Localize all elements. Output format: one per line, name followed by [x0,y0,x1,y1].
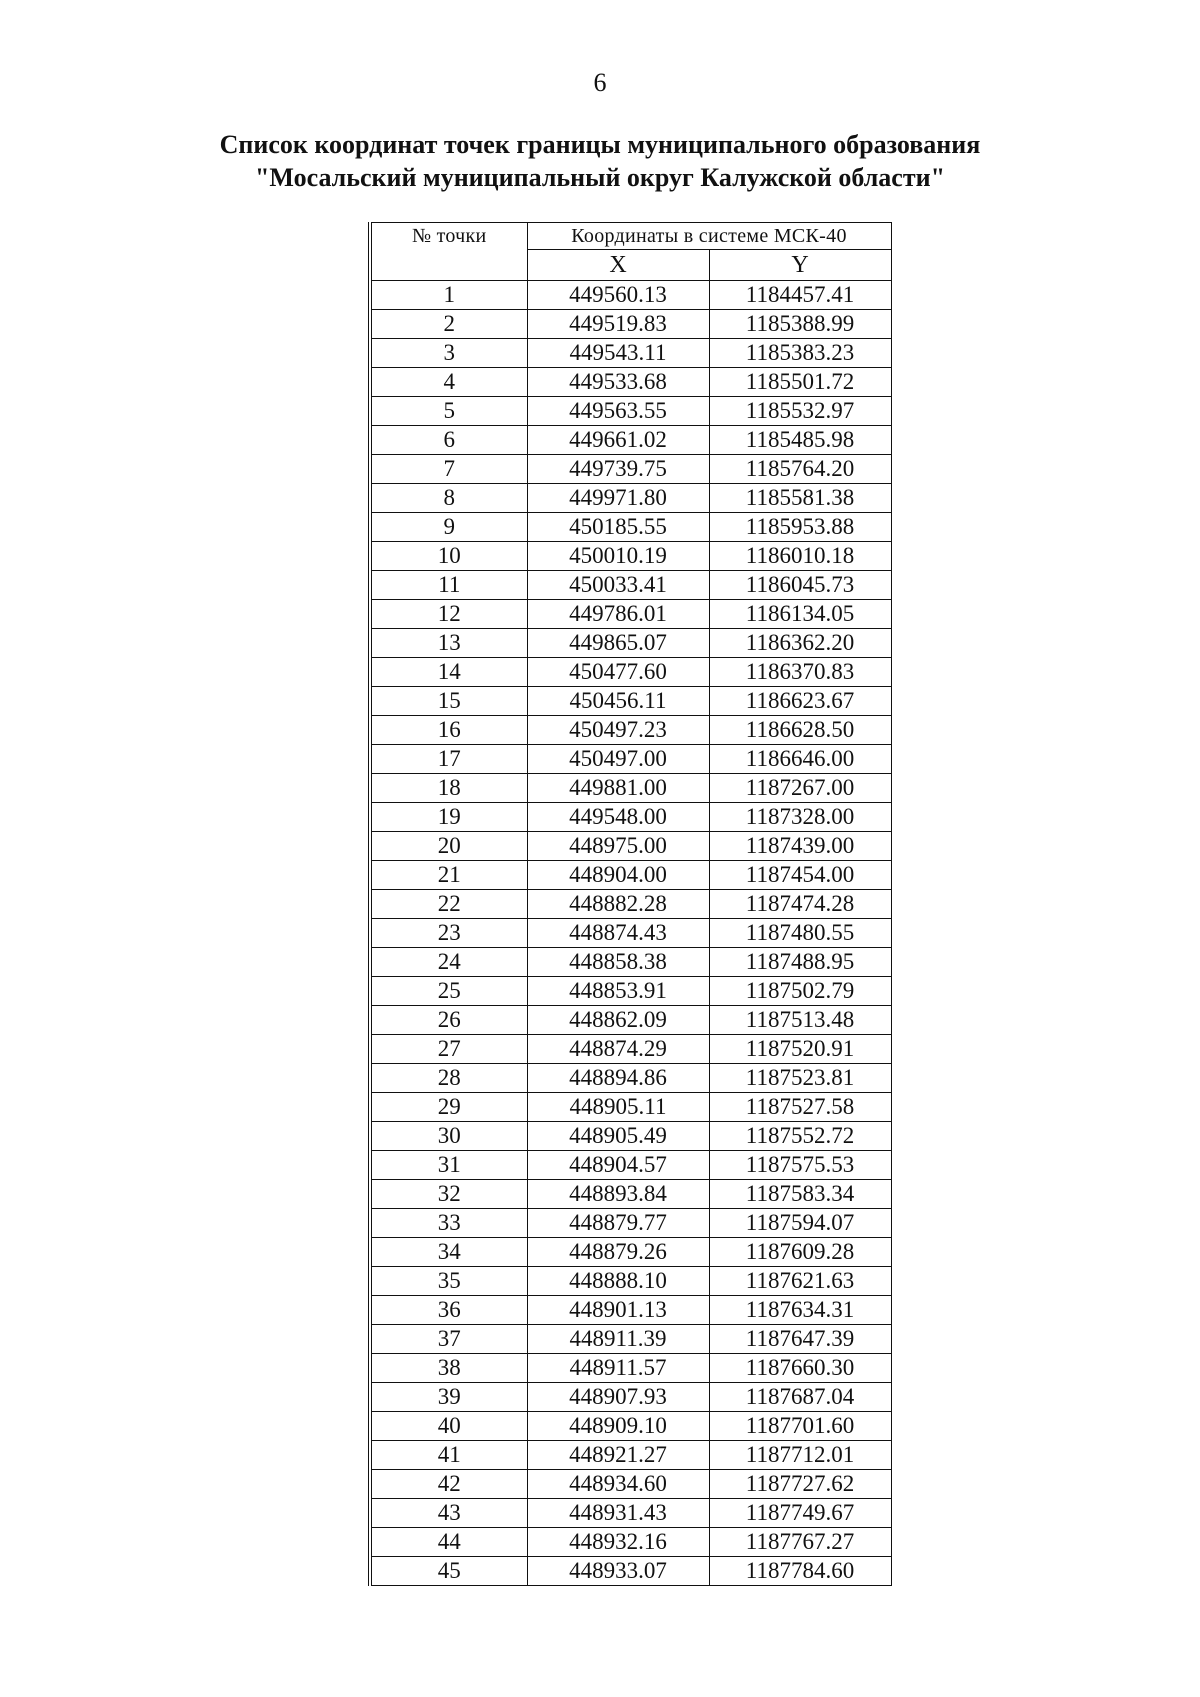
cell-point-number: 9 [370,513,527,542]
cell-point-number: 26 [370,1006,527,1035]
cell-x: 449786.01 [527,600,709,629]
table-row [370,745,891,774]
table-row [370,600,891,629]
cell-x: 449971.80 [527,484,709,513]
cell-point-number: 18 [370,774,527,803]
cell-y: 1187527.58 [709,1093,891,1122]
table-row [370,1064,891,1093]
cell-x: 448909.10 [527,1412,709,1441]
cell-y: 1185764.20 [709,455,891,484]
table-row [370,629,891,658]
table-row [370,397,891,426]
cell-x: 448879.77 [527,1209,709,1238]
cell-y: 1187784.60 [709,1557,891,1586]
cell-y: 1187474.28 [709,890,891,919]
cell-x: 448879.26 [527,1238,709,1267]
cell-point-number: 4 [370,368,527,397]
cell-x: 449865.07 [527,629,709,658]
cell-y: 1185953.88 [709,513,891,542]
table-row [370,1151,891,1180]
table-row [370,542,891,571]
cell-y: 1187701.60 [709,1412,891,1441]
table-row [370,1267,891,1296]
table-row [370,774,891,803]
table-row [370,368,891,397]
cell-point-number: 15 [370,687,527,716]
cell-point-number: 38 [370,1354,527,1383]
cell-y: 1187609.28 [709,1238,891,1267]
cell-point-number: 39 [370,1383,527,1412]
cell-y: 1187513.48 [709,1006,891,1035]
cell-y: 1187523.81 [709,1064,891,1093]
cell-x: 450456.11 [527,687,709,716]
cell-y: 1184457.41 [709,281,891,310]
cell-y: 1186134.05 [709,600,891,629]
table-row [370,310,891,339]
cell-y: 1185532.97 [709,397,891,426]
table-row [370,1470,891,1499]
cell-y: 1186010.18 [709,542,891,571]
cell-y: 1186623.67 [709,687,891,716]
header-coordinates: Координаты в системе МСК-40 [527,223,891,250]
cell-point-number: 19 [370,803,527,832]
cell-x: 448874.29 [527,1035,709,1064]
cell-x: 450010.19 [527,542,709,571]
cell-point-number: 3 [370,339,527,368]
cell-point-number: 32 [370,1180,527,1209]
cell-point-number: 33 [370,1209,527,1238]
table-row [370,1325,891,1354]
header-point-number-label: № точки [411,225,487,247]
cell-point-number: 24 [370,948,527,977]
cell-point-number: 14 [370,658,527,687]
table-row [370,1354,891,1383]
cell-y: 1186628.50 [709,716,891,745]
cell-point-number: 40 [370,1412,527,1441]
header-x: X [527,250,709,281]
table-row [370,1528,891,1557]
cell-y: 1187621.63 [709,1267,891,1296]
cell-point-number: 44 [370,1528,527,1557]
cell-y: 1187267.00 [709,774,891,803]
cell-x: 448893.84 [527,1180,709,1209]
cell-x: 448932.16 [527,1528,709,1557]
cell-y: 1187594.07 [709,1209,891,1238]
cell-y: 1187583.34 [709,1180,891,1209]
cell-point-number: 20 [370,832,527,861]
cell-y: 1187749.67 [709,1499,891,1528]
cell-x: 449661.02 [527,426,709,455]
cell-point-number: 45 [370,1557,527,1586]
cell-point-number: 43 [370,1499,527,1528]
cell-x: 448921.27 [527,1441,709,1470]
cell-point-number: 1 [370,281,527,310]
table-row [370,1180,891,1209]
table-row [370,803,891,832]
table-row [370,484,891,513]
cell-x: 449563.55 [527,397,709,426]
cell-x: 448894.86 [527,1064,709,1093]
coordinates-table-body [370,281,891,1586]
table-row [370,1296,891,1325]
table-row [370,687,891,716]
cell-point-number: 30 [370,1122,527,1151]
cell-x: 449560.13 [527,281,709,310]
page-number: 6 [593,68,607,97]
cell-y: 1187502.79 [709,977,891,1006]
cell-y: 1186045.73 [709,571,891,600]
table-row [370,1499,891,1528]
cell-y: 1187488.95 [709,948,891,977]
cell-point-number: 27 [370,1035,527,1064]
cell-x: 449533.68 [527,368,709,397]
table-row [370,1441,891,1470]
cell-x: 450185.55 [527,513,709,542]
table-row [370,426,891,455]
table-row [370,716,891,745]
cell-x: 448911.57 [527,1354,709,1383]
cell-y: 1187328.00 [709,803,891,832]
cell-y: 1186362.20 [709,629,891,658]
cell-y: 1187454.00 [709,861,891,890]
table-row [370,919,891,948]
cell-x: 448907.93 [527,1383,709,1412]
table-row [370,1383,891,1412]
cell-x: 449739.75 [527,455,709,484]
cell-x: 450033.41 [527,571,709,600]
cell-x: 448905.11 [527,1093,709,1122]
cell-x: 448933.07 [527,1557,709,1586]
cell-x: 448975.00 [527,832,709,861]
cell-y: 1187727.62 [709,1470,891,1499]
cell-x: 448911.39 [527,1325,709,1354]
table-row [370,281,891,310]
cell-x: 448904.00 [527,861,709,890]
cell-point-number: 10 [370,542,527,571]
table-row [370,1122,891,1151]
cell-point-number: 35 [370,1267,527,1296]
cell-x: 449548.00 [527,803,709,832]
cell-point-number: 41 [370,1441,527,1470]
table-row [370,890,891,919]
cell-x: 449519.83 [527,310,709,339]
document-title-line-1: Список координат точек границы муниципального образования [219,130,981,159]
cell-y: 1186646.00 [709,745,891,774]
cell-point-number: 37 [370,1325,527,1354]
cell-y: 1185383.23 [709,339,891,368]
table-row [370,339,891,368]
cell-point-number: 34 [370,1238,527,1267]
cell-x: 448874.43 [527,919,709,948]
cell-y: 1187767.27 [709,1528,891,1557]
cell-y: 1185501.72 [709,368,891,397]
cell-point-number: 25 [370,977,527,1006]
cell-x: 450497.00 [527,745,709,774]
table-row [370,861,891,890]
cell-y: 1187687.04 [709,1383,891,1412]
cell-point-number: 7 [370,455,527,484]
cell-point-number: 23 [370,919,527,948]
cell-point-number: 22 [370,890,527,919]
cell-point-number: 42 [370,1470,527,1499]
cell-x: 448931.43 [527,1499,709,1528]
cell-point-number: 31 [370,1151,527,1180]
cell-point-number: 28 [370,1064,527,1093]
coordinates-table [368,222,892,1586]
cell-y: 1187712.01 [709,1441,891,1470]
cell-x: 448888.10 [527,1267,709,1296]
cell-y: 1187552.72 [709,1122,891,1151]
cell-x: 450497.23 [527,716,709,745]
cell-y: 1185485.98 [709,426,891,455]
cell-y: 1185581.38 [709,484,891,513]
cell-x: 450477.60 [527,658,709,687]
cell-point-number: 16 [370,716,527,745]
table-row [370,658,891,687]
table-row [370,1557,891,1586]
cell-x: 448904.57 [527,1151,709,1180]
cell-x: 448901.13 [527,1296,709,1325]
cell-y: 1187575.53 [709,1151,891,1180]
cell-point-number: 29 [370,1093,527,1122]
cell-x: 448905.49 [527,1122,709,1151]
cell-point-number: 36 [370,1296,527,1325]
document-title-line-2: "Мосальский муниципальный округ Калужской области" [254,163,946,192]
table-row [370,832,891,861]
cell-y: 1187634.31 [709,1296,891,1325]
cell-y: 1187439.00 [709,832,891,861]
table-row [370,1093,891,1122]
header-point-number [370,223,527,281]
cell-x: 449881.00 [527,774,709,803]
table-row [370,977,891,1006]
cell-x: 448862.09 [527,1006,709,1035]
document-title [0,128,1200,194]
cell-point-number: 21 [370,861,527,890]
cell-point-number: 12 [370,600,527,629]
cell-y: 1187660.30 [709,1354,891,1383]
table-row [370,513,891,542]
cell-y: 1187520.91 [709,1035,891,1064]
table-row [370,455,891,484]
table-row [370,1035,891,1064]
cell-x: 448858.38 [527,948,709,977]
cell-x: 448934.60 [527,1470,709,1499]
table-row [370,1006,891,1035]
cell-y: 1186370.83 [709,658,891,687]
table-row [370,571,891,600]
cell-x: 449543.11 [527,339,709,368]
table-row [370,948,891,977]
table-row [370,1209,891,1238]
cell-point-number: 11 [370,571,527,600]
table-row [370,1412,891,1441]
cell-y: 1187647.39 [709,1325,891,1354]
cell-x: 448853.91 [527,977,709,1006]
cell-point-number: 6 [370,426,527,455]
cell-point-number: 17 [370,745,527,774]
header-y: Y [709,250,891,281]
cell-point-number: 5 [370,397,527,426]
table-row [370,1238,891,1267]
cell-point-number: 2 [370,310,527,339]
cell-x: 448882.28 [527,890,709,919]
cell-point-number: 13 [370,629,527,658]
cell-y: 1187480.55 [709,919,891,948]
cell-point-number: 8 [370,484,527,513]
cell-y: 1185388.99 [709,310,891,339]
